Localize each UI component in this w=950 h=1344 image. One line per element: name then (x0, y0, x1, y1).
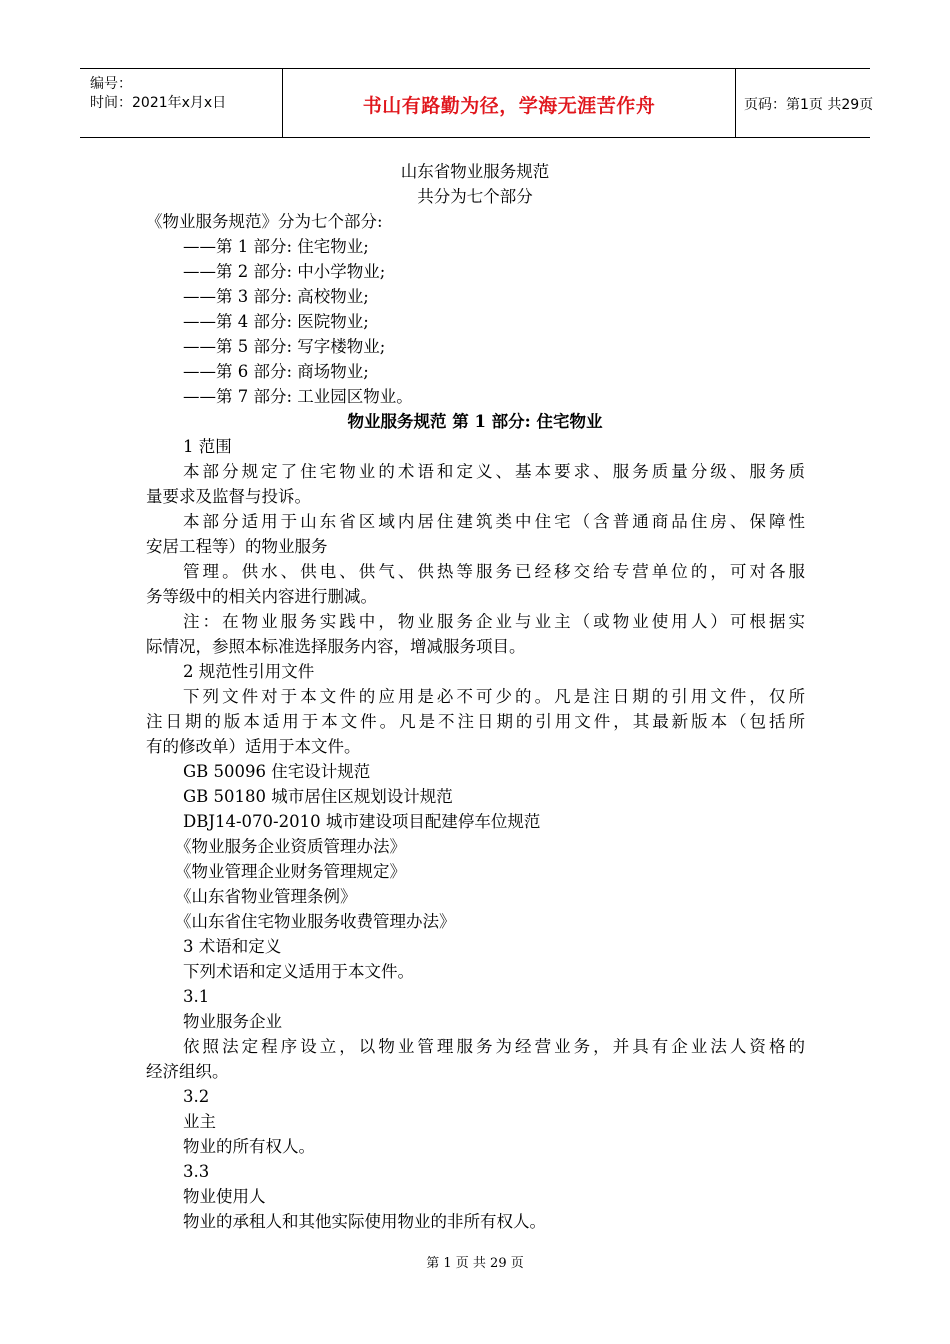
part-list-item: ——第 4 部分: 医院物业; (183, 312, 369, 331)
reference-item: GB 50180 城市居住区规划设计规范 (183, 787, 453, 806)
term-name: 业主 (183, 1112, 216, 1131)
reference-item: GB 50096 住宅设计规范 (183, 762, 371, 781)
paragraph-line: 量要求及监督与投诉。 (146, 487, 311, 506)
time-label: 时间：2021年x月x日 (90, 95, 227, 111)
part-list-item: ——第 7 部分: 工业园区物业。 (183, 387, 413, 406)
term-definition: 依照法定程序设立，以物业管理服务为经营业务，并具有企业法人资格的 (183, 1037, 805, 1056)
document-title: 山东省物业服务规范 (400, 162, 550, 181)
paragraph-line: 下列术语和定义适用于本文件。 (183, 962, 414, 981)
paragraph-line: 本部分规定了住宅物业的术语和定义、基本要求、服务质量分级、服务质 (183, 462, 805, 481)
document-subtitle: 共分为七个部分 (417, 187, 533, 206)
part-list-item: ——第 3 部分: 高校物业; (183, 287, 369, 306)
paragraph-line: 下列文件对于本文件的应用是必不可少的。凡是注日期的引用文件，仅所 (183, 687, 805, 706)
paragraph-line: 注日期的版本适用于本文件。凡是不注日期的引用文件，其最新版本（包括所 (146, 712, 805, 731)
reference-item: 《山东省物业管理条例》 (175, 887, 357, 906)
term-number: 3.3 (183, 1162, 210, 1181)
note-line: 注：在物业服务实践中，物业服务企业与业主（或物业使用人）可根据实 (183, 612, 805, 631)
reference-item: 《物业服务企业资质管理办法》 (175, 837, 406, 856)
page-info: 页码：第1页 共29页 (744, 97, 874, 113)
part-list-item: ——第 2 部分: 中小学物业; (183, 262, 386, 281)
part-list-item: ——第 1 部分: 住宅物业; (183, 237, 369, 256)
term-definition: 物业的承租人和其他实际使用物业的非所有权人。 (183, 1212, 546, 1231)
part-list-item: ——第 6 部分: 商场物业; (183, 362, 369, 381)
reference-item: DBJ14-070-2010 城市建设项目配建停车位规范 (183, 812, 541, 831)
section-heading: 2 规范性引用文件 (183, 662, 315, 681)
intro-line: 《物业服务规范》分为七个部分: (146, 212, 383, 231)
motto-text: 书山有路勤为径，学海无涯苦作舟 (362, 95, 656, 117)
number-label: 编号： (90, 76, 132, 92)
section-heading: 1 范围 (183, 437, 232, 456)
header-page-cell (736, 69, 874, 137)
note-line: 际情况，参照本标准选择服务内容，增减服务项目。 (146, 637, 526, 656)
paragraph-line: 本部分适用于山东省区域内居住建筑类中住宅（含普通商品住房、保障性 (183, 512, 805, 531)
part-list-item: ——第 5 部分: 写字楼物业; (183, 337, 386, 356)
header-motto-cell (282, 69, 736, 137)
reference-item: 《物业管理企业财务管理规定》 (175, 862, 406, 881)
paragraph-line: 有的修改单）适用于本文件。 (146, 737, 361, 756)
section-title: 物业服务规范 第 1 部分: 住宅物业 (347, 412, 603, 431)
paragraph-line: 务等级中的相关内容进行删减。 (146, 587, 377, 606)
term-number: 3.2 (183, 1087, 210, 1106)
paragraph-line: 管理。供水、供电、供气、供热等服务已经移交给专营单位的，可对各服 (183, 562, 805, 581)
header-meta-cell (80, 69, 280, 137)
term-definition: 物业的所有权人。 (183, 1137, 315, 1156)
paragraph-line: 安居工程等）的物业服务 (146, 537, 328, 556)
page-footer: 第 1 页 共 29 页 (426, 1256, 524, 1271)
term-number: 3.1 (183, 987, 210, 1006)
term-definition: 经济组织。 (146, 1062, 229, 1081)
section-heading: 3 术语和定义 (183, 937, 282, 956)
term-name: 物业使用人 (183, 1187, 266, 1206)
reference-item: 《山东省住宅物业服务收费管理办法》 (175, 912, 456, 931)
term-name: 物业服务企业 (183, 1012, 282, 1031)
page-header (80, 68, 874, 138)
